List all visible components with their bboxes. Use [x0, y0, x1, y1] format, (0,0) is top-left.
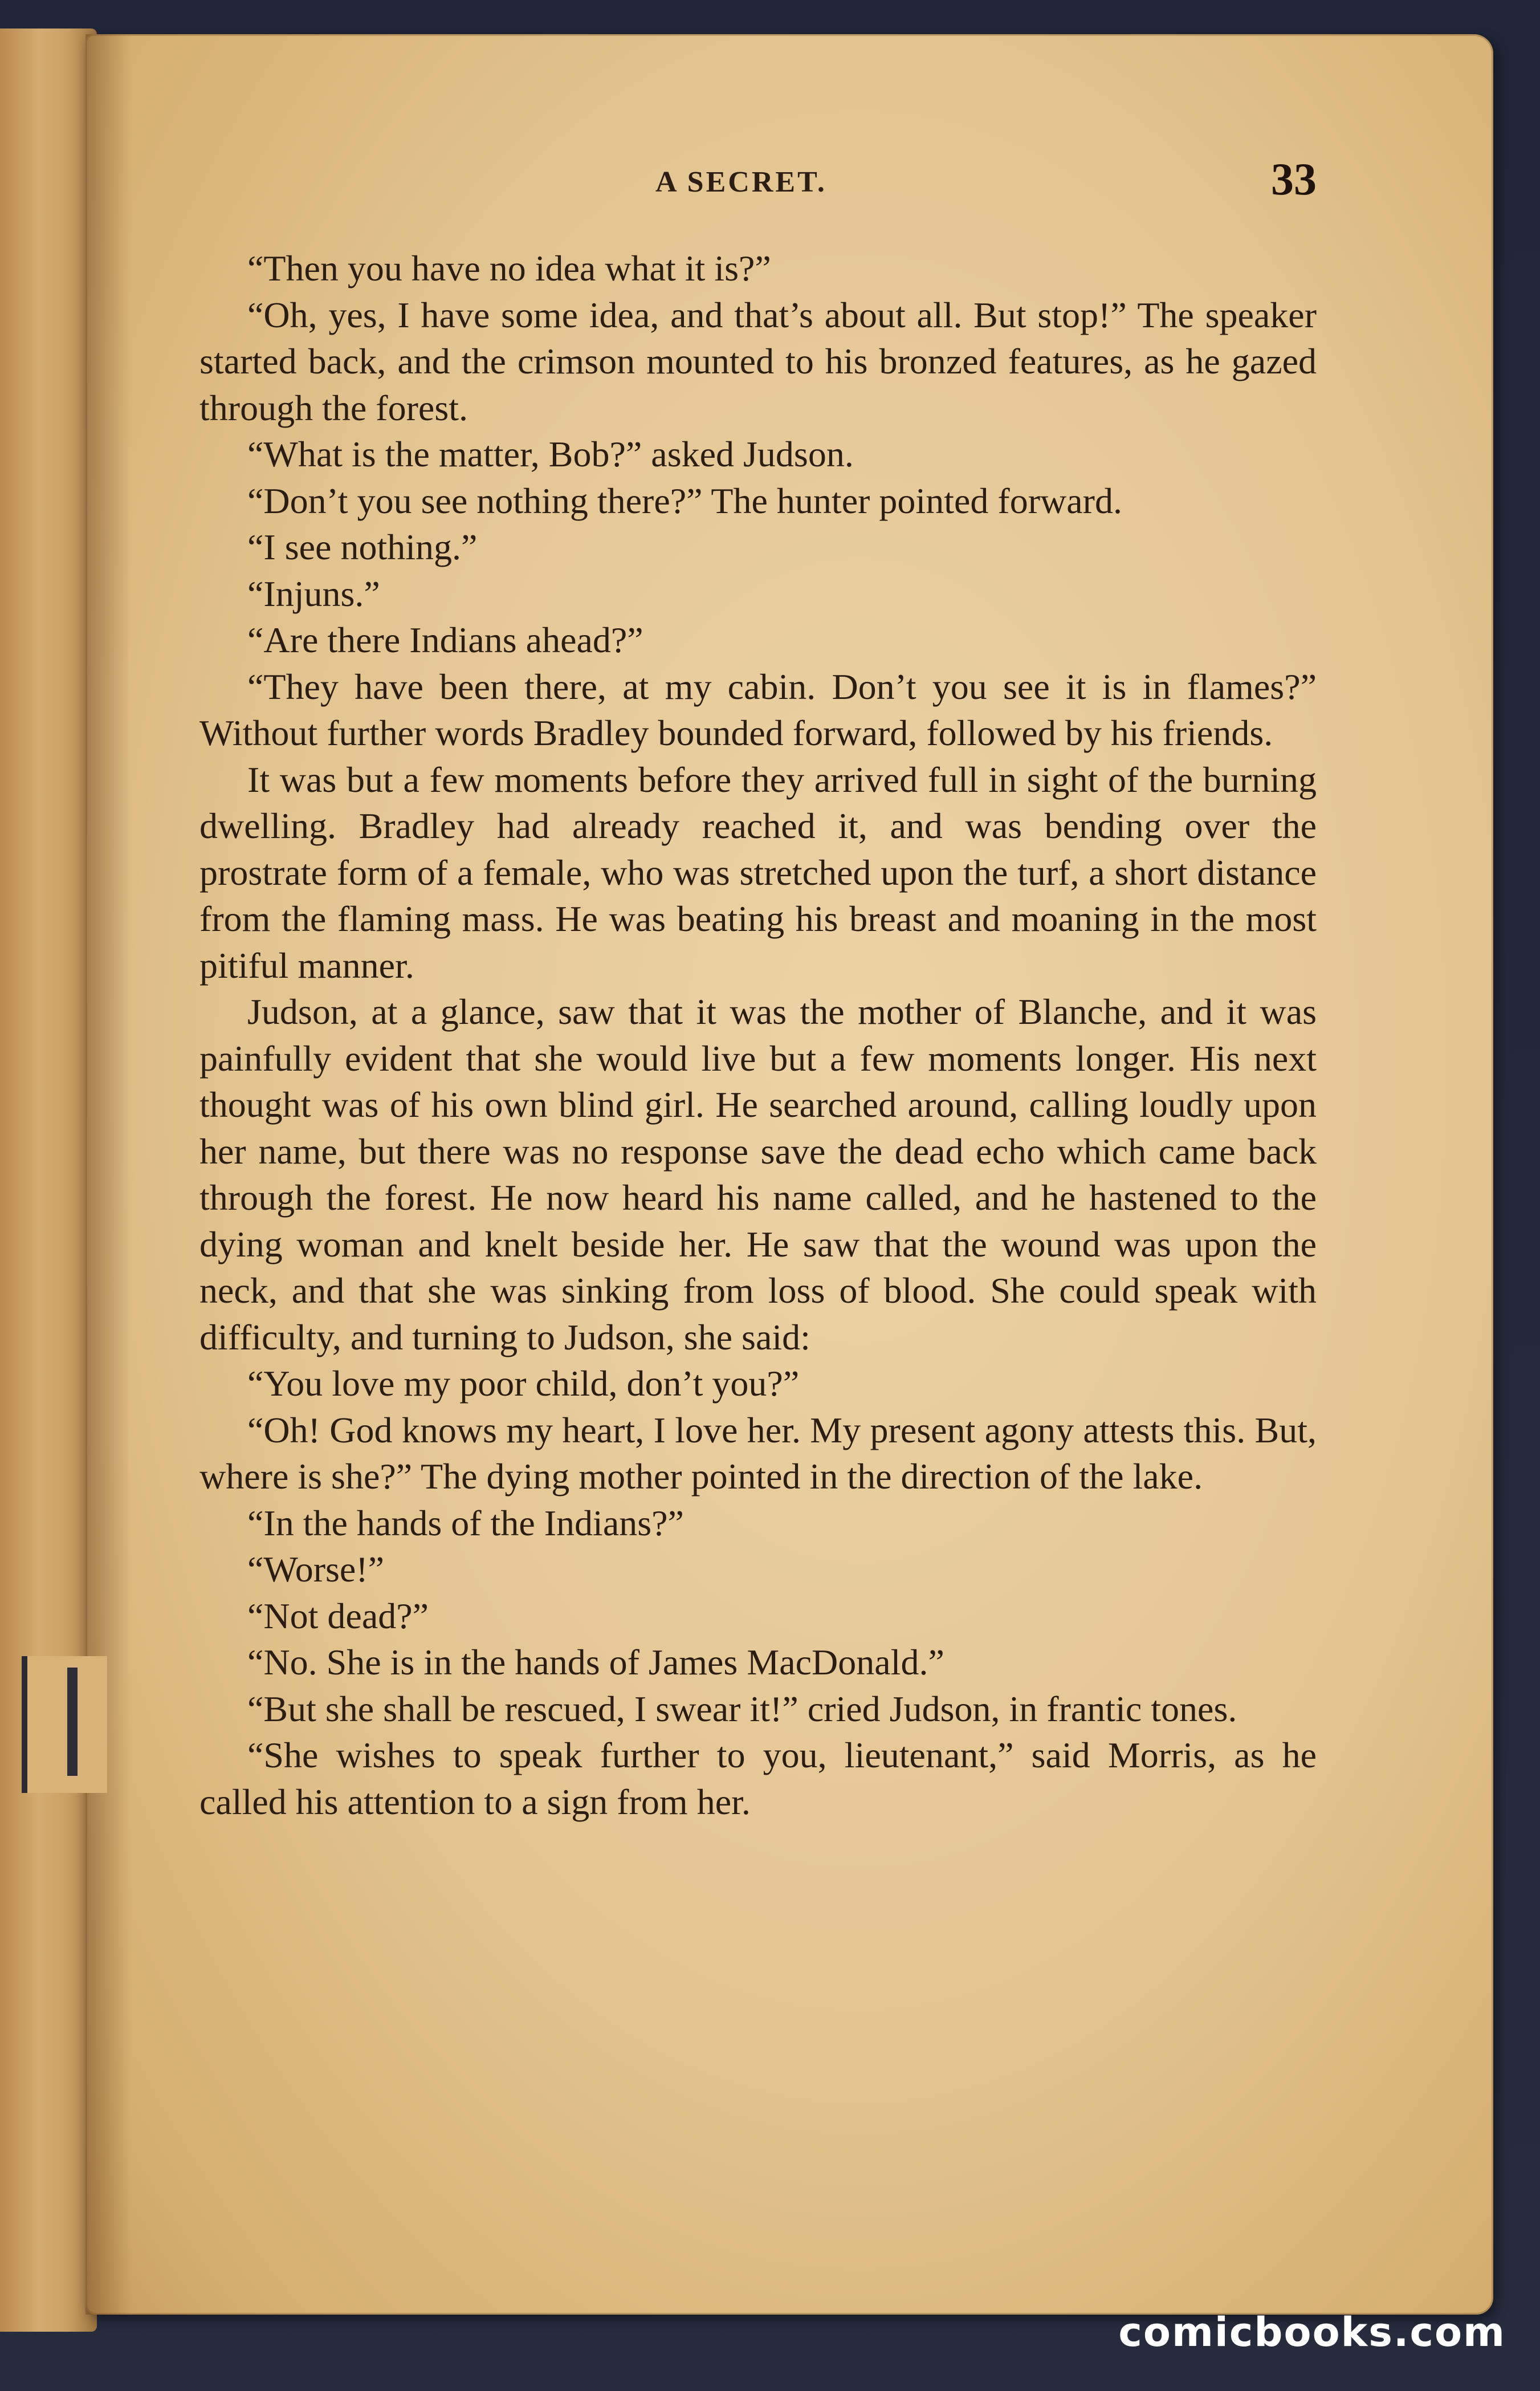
- page-header: [199, 154, 1317, 217]
- paragraph: “They have been there, at my cabin. Don’t you see it is in flames?” Without further words Bradley bounded forward, followed by his friends.: [199, 666, 1317, 753]
- running-head: A SECRET.: [655, 166, 827, 198]
- paragraph: “No. She is in the hands of James MacDonald.”: [247, 1642, 944, 1682]
- paragraph: It was but a few moments before they arrived full in sight of the burning dwelling. Bradley had already reached it, and was bending over the prostrate form of a female, who was stretched upon the turf, a short distance from the flaming mass. He was beating his breast and moaning in the most pitiful manner.: [199, 759, 1317, 986]
- paragraph: Judson, at a glance, saw that it was the mother of Blanche, and it was painfully evident that she would live but a few moments longer. His next thought was of his own blind girl. He searched around, calling loudly upon her name, but there was no response save the dead echo which came back through the forest. He now heard his name called, and he hastened to the dying woman and knelt beside her. He saw that the wound was upon the neck, and that she was sinking from loss of blood. She could speak with difficulty, and turning to Judson, she said:: [199, 991, 1317, 1357]
- paragraph: “Don’t you see nothing there?” The hunter pointed forward.: [247, 480, 1122, 521]
- binding-damage: [22, 1656, 107, 1793]
- previous-page-edge: [0, 29, 97, 2332]
- paragraph: “In the hands of the Indians?”: [247, 1502, 684, 1543]
- paragraph: “I see nothing.”: [247, 527, 478, 567]
- body-text: [199, 245, 1317, 1825]
- paragraph: “But she shall be rescued, I swear it!” cried Judson, in frantic tones.: [247, 1688, 1237, 1729]
- page-gutter-shadow: [85, 34, 131, 2315]
- paragraph: “Then you have no idea what it is?”: [247, 248, 771, 288]
- paragraph: “Oh, yes, I have some idea, and that’s about all. But stop!” The speaker started back, and the crimson mounted to his bronzed features, as he gazed through the forest.: [199, 294, 1317, 428]
- paragraph: “What is the matter, Bob?” asked Judson.: [247, 434, 854, 474]
- paragraph: “Are there Indians ahead?”: [247, 620, 643, 660]
- paragraph: “Worse!”: [247, 1549, 385, 1589]
- paragraph: “Not dead?”: [247, 1595, 429, 1636]
- page-number: 33: [1271, 154, 1317, 205]
- paragraph: “She wishes to speak further to you, lieutenant,” said Morris, as he called his attention to a sign from her.: [199, 1735, 1317, 1822]
- watermark: comicbooks.com: [1118, 2309, 1506, 2356]
- paragraph: “Injuns.”: [247, 573, 380, 614]
- paragraph: “Oh! God knows my heart, I love her. My present agony attests this. But, where is she?” The dying mother pointed in the direction of the lake.: [199, 1409, 1317, 1497]
- paragraph: “You love my poor child, don’t you?”: [247, 1363, 800, 1404]
